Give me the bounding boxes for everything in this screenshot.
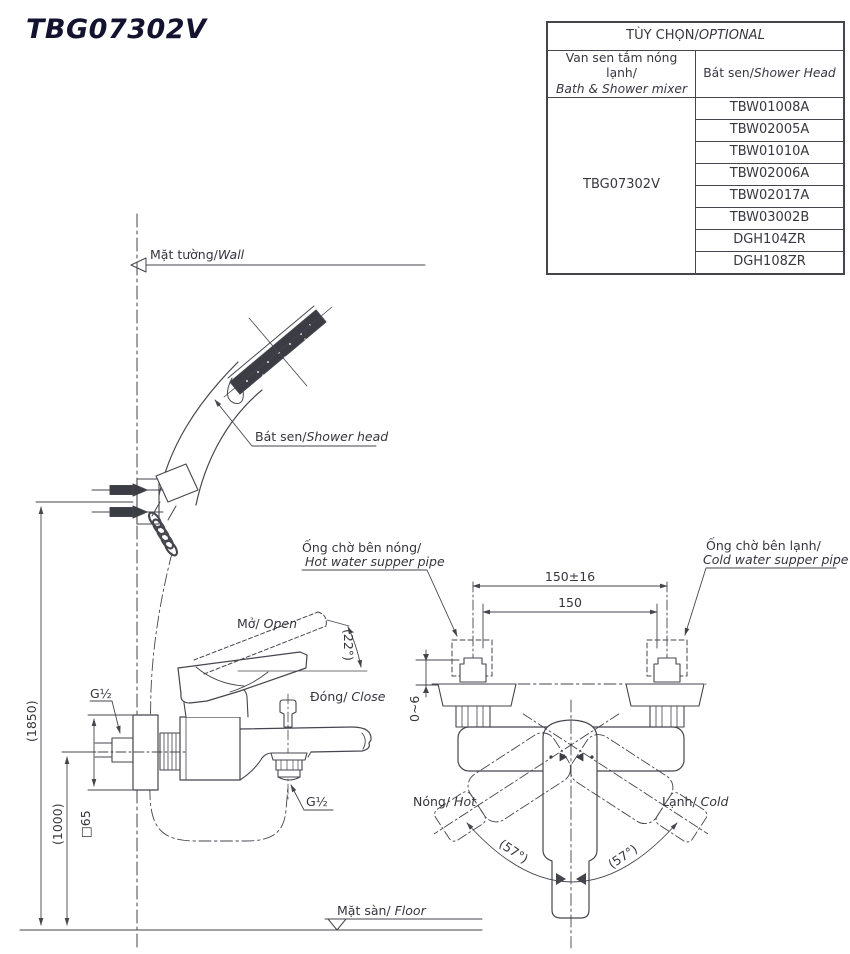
dim-protrusion: 0~6	[407, 695, 422, 722]
open-label	[237, 616, 297, 631]
cold-pipe-label-vi: Ống chờ bên lạnh/	[706, 538, 821, 553]
shower-head-label	[255, 429, 388, 444]
shower-head-cell: TBW01010A	[696, 142, 845, 164]
open-label-vi: Mở/	[237, 616, 260, 631]
thread-wall-label: G½	[90, 686, 112, 701]
side-view-labels	[24, 247, 427, 918]
cold-label-en: Cold	[696, 794, 729, 809]
cold-escutcheon	[626, 684, 704, 706]
floor-label-en: Floor	[390, 903, 426, 918]
shower-head-cell: TBW01008A	[696, 98, 845, 120]
hot-pipe-label-en: Hot water supper pipe	[305, 554, 445, 569]
product-title: TBG07302V	[26, 14, 207, 45]
shower-head-cell: TBW03002B	[696, 208, 845, 230]
shower-head-cell: TBW02017A	[696, 186, 845, 208]
hot-nut	[456, 706, 490, 727]
valve-body	[180, 717, 240, 780]
dim-1000: (1000)	[50, 803, 65, 845]
table-title-vi: TÙY CHỌN/	[626, 28, 699, 44]
dim-swing-left: (57°)	[496, 836, 532, 867]
mixer-body-side	[95, 688, 248, 790]
thread-outlet-label: G½	[306, 794, 328, 809]
shower-head-label-en: Shower head	[306, 429, 389, 444]
shower-head-cell: TBW02006A	[696, 164, 845, 186]
hot-label	[413, 794, 477, 809]
col-mixer-en: Bath & Shower mixer	[556, 81, 687, 96]
connector-nut	[160, 733, 180, 770]
cold-pipe-leader	[685, 568, 836, 635]
wall-label-vi: Mặt tường/	[150, 247, 218, 262]
shower-head-label-vi: Bát sen/	[255, 429, 307, 444]
dim-pitch: 150	[558, 595, 582, 610]
mixer-handle	[543, 720, 597, 918]
dim-swing-right: (57°)	[605, 841, 641, 872]
mixer-model-cell: TBG07302V	[547, 98, 696, 275]
wall-label-en: Wall	[217, 247, 245, 262]
cold-label-vi: Lạnh/	[662, 794, 697, 809]
wall-label	[150, 247, 245, 262]
cold-nut	[650, 706, 684, 727]
bracket-cup	[156, 464, 198, 502]
wall-triangle-icon	[131, 258, 146, 272]
thread-wall-leader	[90, 701, 120, 733]
dim-flange-65: □65	[78, 810, 93, 838]
handle-rotated-right	[419, 690, 633, 855]
col-head-vi: Bát sen/	[703, 66, 754, 81]
col-mixer-vi: Van sen tắm nóng lạnh/	[565, 51, 678, 81]
wall-flange	[133, 715, 158, 790]
dim-1850: (1850)	[24, 700, 39, 742]
dim-open-angle: (22°)	[341, 629, 356, 661]
spout	[240, 727, 371, 780]
dim-lines	[36, 502, 188, 925]
hot-pipe-label-vi: Ống chờ bên nóng/	[302, 540, 422, 555]
col-head-en: Shower Head	[753, 66, 836, 81]
wall-bracket	[137, 464, 198, 524]
cold-label	[662, 794, 729, 809]
shower-head-cell: TBW02005A	[696, 120, 845, 142]
cold-pipe-label-en: Cold water supper pipe	[703, 552, 849, 567]
shower-head-cell: DGH108ZR	[696, 252, 845, 275]
close-label	[310, 689, 386, 704]
front-view	[302, 568, 836, 948]
open-label-en: Open	[259, 616, 298, 631]
head-handle-inner	[196, 390, 262, 505]
floor-label-vi: Mặt sàn/	[337, 903, 391, 918]
hot-label-en: Hot	[450, 794, 476, 809]
close-label-en: Close	[347, 689, 386, 704]
wall-socket	[112, 738, 133, 762]
outlet-collar	[271, 753, 307, 760]
hot-label-vi: Nóng/	[413, 794, 451, 809]
table-title-en: OPTIONAL	[698, 28, 765, 44]
hot-escutcheon	[438, 684, 516, 706]
dim-pitch-tol: 150±16	[544, 569, 596, 584]
floor-label	[337, 903, 427, 918]
close-label-vi: Đóng/	[310, 689, 348, 704]
floor-triangle-icon	[328, 919, 346, 930]
shower-head-cell: DGH104ZR	[696, 230, 845, 252]
hot-supply-pipe	[452, 640, 492, 682]
